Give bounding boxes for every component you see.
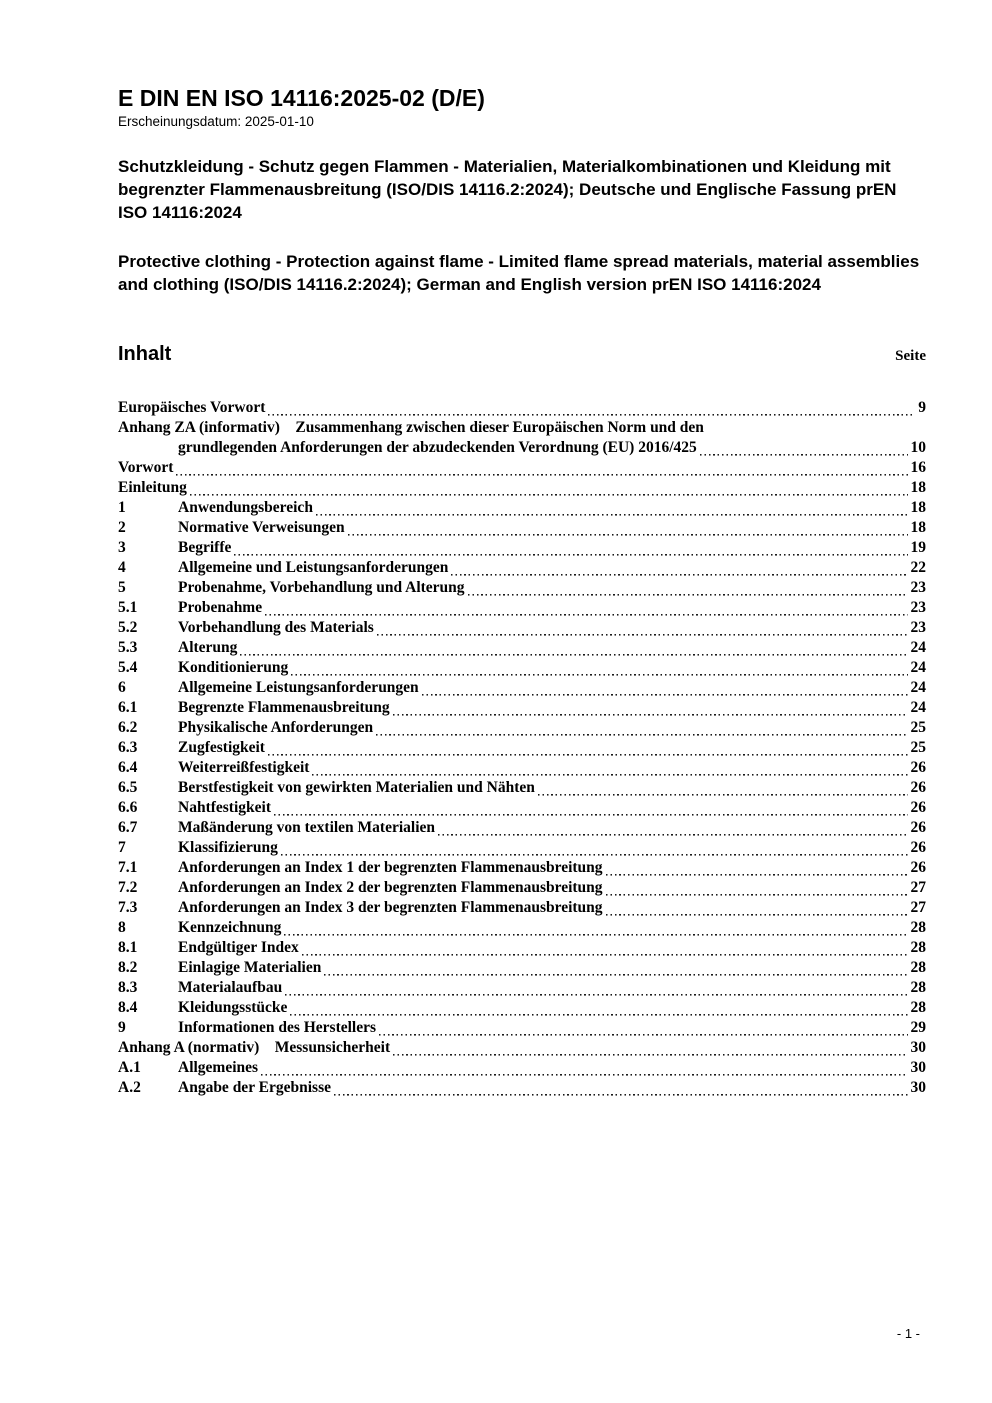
toc-entry [118, 938, 926, 958]
toc-entry [118, 818, 926, 838]
toc-page: 27 [910, 879, 926, 897]
toc-dots [377, 624, 908, 638]
toc-page: 28 [910, 999, 926, 1017]
toc-dots [700, 444, 908, 458]
toc-dots [379, 1024, 907, 1038]
toc-entry [118, 458, 926, 478]
toc-dots [606, 864, 908, 878]
toc-num: A.2 [118, 1079, 141, 1097]
toc-entry-row [118, 1058, 926, 1078]
toc-page: 30 [910, 1039, 926, 1057]
toc-page: 29 [910, 1019, 926, 1037]
toc-dots [274, 804, 908, 818]
toc-entry-row [118, 458, 926, 478]
title-german: Schutzkleidung - Schutz gegen Flammen - Materialien, Materialkombinationen und Kleidung mit begrenzter Flammenausbreitung (ISO/DIS 14116.2:2024); Deutsche und Englische Fassung prEN ISO 14116:2024 [118, 157, 897, 222]
toc-page: 9 [918, 399, 926, 417]
toc-entry-row [118, 938, 926, 958]
toc-num: 8.2 [118, 959, 138, 977]
toc-entry [118, 918, 926, 938]
toc-page: 28 [910, 919, 926, 937]
toc-label: Begrenzte Flammenausbreitung [178, 699, 390, 717]
toc-num: 8.4 [118, 999, 138, 1017]
toc-entry [118, 478, 926, 498]
toc-entry [118, 418, 926, 458]
toc-dots [268, 404, 915, 418]
toc-page: 23 [910, 579, 926, 597]
toc-page-label: Seite [895, 348, 926, 365]
toc-entry [118, 858, 926, 878]
toc-entry-row [118, 578, 926, 598]
toc-num: 5.2 [118, 619, 138, 637]
toc-page: 28 [910, 959, 926, 977]
toc-page: 10 [910, 439, 926, 457]
toc-entry [118, 658, 926, 678]
toc-dots [334, 1084, 907, 1098]
toc-entry-row [118, 518, 926, 538]
toc-page: 18 [910, 499, 926, 517]
toc-page: 16 [910, 459, 926, 477]
toc-entry-row [118, 958, 926, 978]
toc-num: 5 [118, 579, 126, 597]
toc-label: Anhang A (normativ) Messunsicherheit [118, 1039, 391, 1057]
toc-label: Alterung [178, 639, 238, 657]
toc-label: Probenahme [178, 599, 263, 617]
toc-entry [118, 638, 926, 658]
toc-dots [324, 964, 907, 978]
toc-entry-line2 [118, 438, 926, 458]
toc-label: Einleitung [118, 479, 187, 497]
toc-entry [118, 798, 926, 818]
toc-dots [312, 764, 907, 778]
toc-label: Nahtfestigkeit [178, 799, 271, 817]
toc-dots [281, 844, 908, 858]
toc-page: 30 [910, 1079, 926, 1097]
toc-entry-row [118, 778, 926, 798]
toc-num: 7.1 [118, 859, 138, 877]
toc-entry [118, 398, 926, 418]
toc-label: Zugfestigkeit [178, 739, 265, 757]
toc-label: Normative Verweisungen [178, 519, 345, 537]
toc-entry [118, 1078, 926, 1098]
toc-num: 8.1 [118, 939, 138, 957]
toc-entry-row [118, 758, 926, 778]
toc-entry-row [118, 638, 926, 658]
toc-label: Angabe der Ergebnisse [178, 1079, 332, 1097]
toc-entry [118, 978, 926, 998]
toc-label: Informationen des Herstellers [178, 1019, 377, 1037]
doc-number: E DIN EN ISO 14116:2025-02 (D/E) [118, 85, 485, 111]
toc-label: grundlegenden Anforderungen der abzudeckenden Verordnung (EU) 2016/425 [178, 439, 697, 457]
toc-dots [176, 464, 907, 478]
toc-label: Anforderungen an Index 2 der begrenzten Flammenausbreitung [178, 879, 603, 897]
toc-entry [118, 618, 926, 638]
toc-entry [118, 598, 926, 618]
toc-num: 8.3 [118, 979, 138, 997]
toc-dots [606, 904, 908, 918]
toc-entry-line1: Anhang ZA (informativ) Zusammenhang zwischen dieser Europäischen Norm und den [118, 419, 704, 437]
toc-entry-row [118, 658, 926, 678]
toc-page: 28 [910, 939, 926, 957]
toc-entry-row [118, 798, 926, 818]
toc-label: Vorbehandlung des Materials [178, 619, 374, 637]
toc-label: Maßänderung von textilen Materialien [178, 819, 436, 837]
page-number-footer: - 1 - [896, 1326, 920, 1341]
toc-dots [284, 924, 907, 938]
toc-entry-row [118, 998, 926, 1018]
toc-dots [538, 784, 908, 798]
toc-num: 8 [118, 919, 126, 937]
toc-page: 24 [910, 699, 926, 717]
toc-num: 6.1 [118, 699, 138, 717]
toc-dots [268, 744, 908, 758]
toc-label: Klassifizierung [178, 839, 278, 857]
toc-page: 26 [910, 839, 926, 857]
toc-label: Konditionierung [178, 659, 289, 677]
toc-entry-row [118, 598, 926, 618]
toc-entry [118, 558, 926, 578]
toc-page: 18 [910, 519, 926, 537]
toc-num: 6 [118, 679, 126, 697]
toc-num: 5.4 [118, 659, 138, 677]
toc-page: 24 [910, 639, 926, 657]
toc-entry [118, 998, 926, 1018]
toc-entry-row [118, 898, 926, 918]
toc-entry-row [118, 618, 926, 638]
toc-page: 26 [910, 799, 926, 817]
toc-page: 28 [910, 979, 926, 997]
toc-num: 4 [118, 559, 126, 577]
toc-label: Anwendungsbereich [178, 499, 313, 517]
toc-dots [265, 604, 907, 618]
title-english: Protective clothing - Protection against flame - Limited flame spread materials, material assemblies and clothing (ISO/DIS 14116.2:2024); German and English version prEN ISO 14116:2024 [118, 252, 920, 294]
toc-dots [438, 824, 907, 838]
toc-entry-row [118, 918, 926, 938]
toc-dots [376, 724, 907, 738]
toc-label: Materialaufbau [178, 979, 283, 997]
toc-entry [118, 718, 926, 738]
toc-entry [118, 498, 926, 518]
toc-entry [118, 778, 926, 798]
toc-entry-row [118, 838, 926, 858]
toc-num: 6.6 [118, 799, 138, 817]
toc-num: 5.1 [118, 599, 138, 617]
toc-num: 3 [118, 539, 126, 557]
toc-page: 23 [910, 619, 926, 637]
toc-label: Endgültiger Index [178, 939, 299, 957]
toc-page: 22 [910, 559, 926, 577]
toc-dots [393, 1044, 907, 1058]
toc-label: Allgemeine und Leistungsanforderungen [178, 559, 449, 577]
toc-label: Anforderungen an Index 3 der begrenzten Flammenausbreitung [178, 899, 603, 917]
toc-num: 6.7 [118, 819, 138, 837]
toc-entry [118, 538, 926, 558]
toc-entry-row [118, 1078, 926, 1098]
toc-entry-row [118, 478, 926, 498]
toc-heading: Inhalt [118, 343, 172, 366]
toc-page: 24 [910, 659, 926, 677]
toc-label: Berstfestigkeit von gewirkten Materialien und Nähten [178, 779, 535, 797]
toc-dots [422, 684, 908, 698]
toc-dots [234, 544, 907, 558]
toc-entry-row [118, 878, 926, 898]
toc-dots [240, 644, 907, 658]
toc-dots [261, 1064, 907, 1078]
toc-entry [118, 758, 926, 778]
toc-label: Anforderungen an Index 1 der begrenzten Flammenausbreitung [178, 859, 603, 877]
toc-entry [118, 698, 926, 718]
toc-entry-row [118, 978, 926, 998]
toc-entry-row [118, 538, 926, 558]
toc-dots [348, 524, 908, 538]
toc-entry-row [118, 858, 926, 878]
toc-page: 24 [910, 679, 926, 697]
toc-page: 27 [910, 899, 926, 917]
toc-page: 25 [910, 739, 926, 757]
toc-entry-row [118, 1038, 926, 1058]
toc-entry-row [118, 698, 926, 718]
toc-dots [468, 584, 908, 598]
toc-heading-row [118, 343, 926, 366]
toc-label: Kennzeichnung [178, 919, 282, 937]
toc-num: 6.3 [118, 739, 138, 757]
toc-num: 7.3 [118, 899, 138, 917]
toc-entry-row [118, 718, 926, 738]
toc-entry [118, 878, 926, 898]
toc-label: Einlagige Materialien [178, 959, 322, 977]
toc-num: 1 [118, 499, 126, 517]
toc-dots [316, 504, 908, 518]
page-content [118, 86, 926, 1098]
toc-entry-row [118, 558, 926, 578]
table-of-contents [118, 398, 926, 1098]
toc-page: 23 [910, 599, 926, 617]
toc-label: Begriffe [178, 539, 232, 557]
toc-label: Europäisches Vorwort [118, 399, 266, 417]
toc-num: 6.4 [118, 759, 138, 777]
toc-dots [291, 664, 907, 678]
toc-entry-row [118, 678, 926, 698]
toc-page: 18 [910, 479, 926, 497]
toc-entry [118, 578, 926, 598]
toc-label: Kleidungsstücke [178, 999, 288, 1017]
toc-entry [118, 958, 926, 978]
toc-page: 25 [910, 719, 926, 737]
toc-num: A.1 [118, 1059, 141, 1077]
toc-entry-row [118, 738, 926, 758]
toc-label: Allgemeine Leistungsanforderungen [178, 679, 419, 697]
toc-num: 7.2 [118, 879, 138, 897]
toc-entry [118, 1058, 926, 1078]
toc-entry [118, 738, 926, 758]
toc-entry-row [118, 398, 926, 418]
toc-dots [190, 484, 908, 498]
toc-label: Probenahme, Vorbehandlung und Alterung [178, 579, 465, 597]
toc-entry [118, 1038, 926, 1058]
release-date: Erscheinungsdatum: 2025-01-10 [118, 114, 314, 130]
toc-entry [118, 838, 926, 858]
toc-num: 5.3 [118, 639, 138, 657]
toc-num: 6.5 [118, 779, 138, 797]
toc-label: Allgemeines [178, 1059, 259, 1077]
toc-entry-row [118, 498, 926, 518]
toc-entry [118, 678, 926, 698]
toc-entry-row [118, 1018, 926, 1038]
toc-page: 30 [910, 1059, 926, 1077]
toc-page: 26 [910, 859, 926, 877]
toc-dots [451, 564, 907, 578]
toc-label: Weiterreißfestigkeit [178, 759, 310, 777]
toc-dots [290, 1004, 907, 1018]
toc-num: 7 [118, 839, 126, 857]
toc-entry [118, 898, 926, 918]
toc-num: 6.2 [118, 719, 138, 737]
toc-entry [118, 518, 926, 538]
toc-entry-row [118, 818, 926, 838]
toc-label: Physikalische Anforderungen [178, 719, 374, 737]
toc-page: 26 [910, 819, 926, 837]
toc-dots [285, 984, 907, 998]
toc-num: 9 [118, 1019, 126, 1037]
toc-label: Vorwort [118, 459, 174, 477]
toc-dots [393, 704, 908, 718]
toc-page: 26 [910, 779, 926, 797]
toc-entry [118, 1018, 926, 1038]
toc-page: 26 [910, 759, 926, 777]
toc-page: 19 [910, 539, 926, 557]
toc-num: 2 [118, 519, 126, 537]
toc-dots [606, 884, 908, 898]
toc-dots [302, 944, 908, 958]
